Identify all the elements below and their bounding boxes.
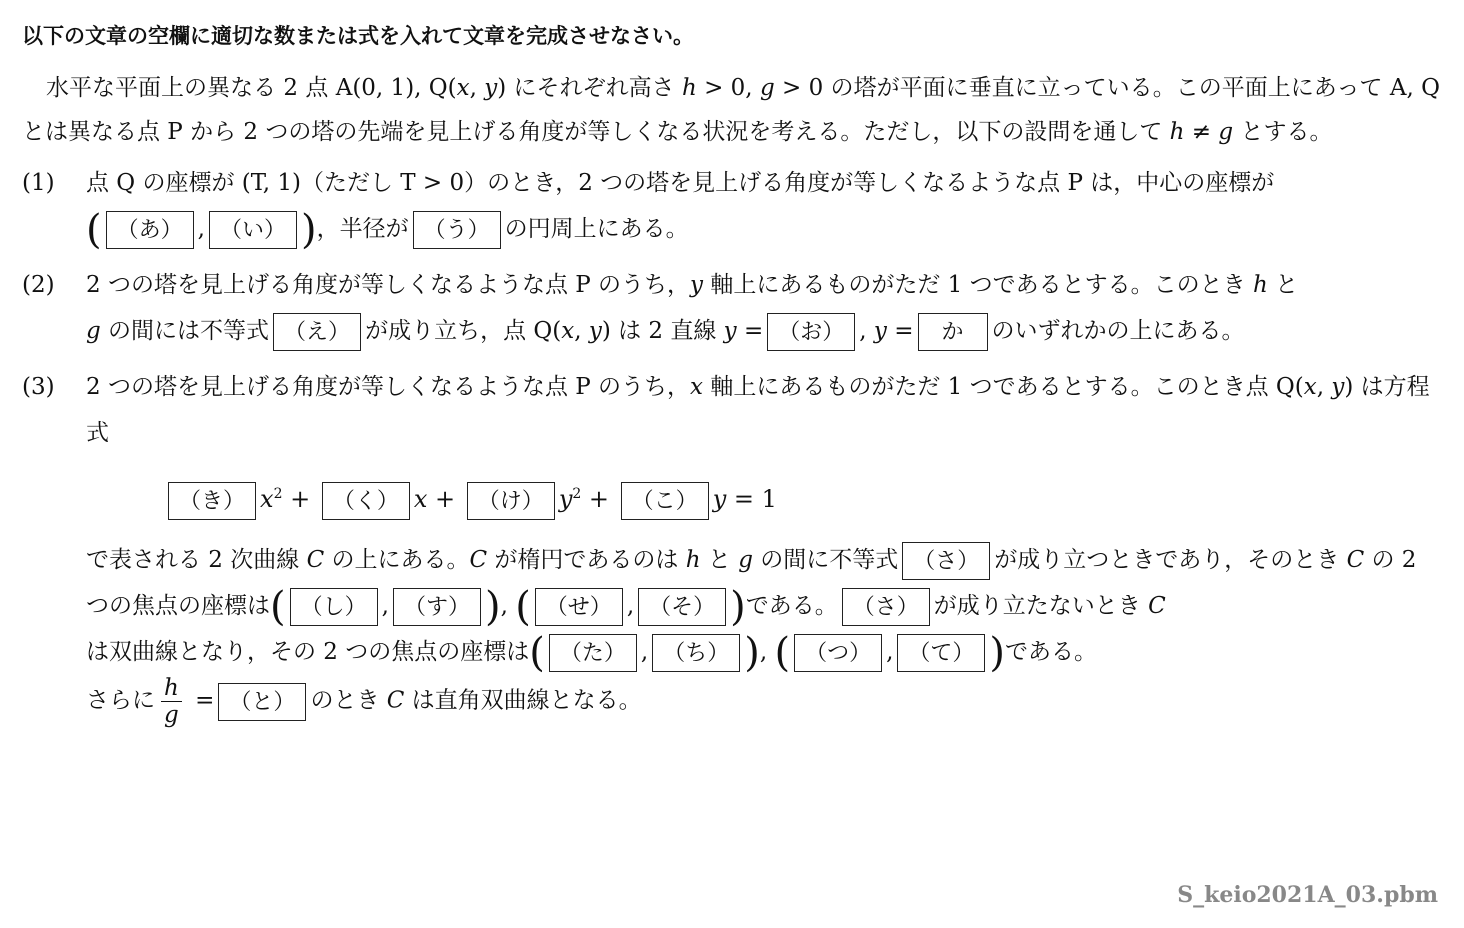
- h-over-g-fraction: $\frac{h}{g}$: [161, 675, 182, 728]
- blank-ki[interactable]: （き）: [168, 482, 256, 520]
- blank-shi[interactable]: （し）: [290, 588, 378, 626]
- blank-e[interactable]: （え）: [273, 313, 361, 351]
- question-1: (1) 点 Q の座標が (T, 1)（ただし T > 0）のとき，2 つの塔を見上げる角度が等しくなるような点 P は，中心の座標が ( （あ） , （い） )，半径が （う） の円周上にある。: [22, 160, 1440, 252]
- blank-ke[interactable]: （け）: [467, 482, 555, 520]
- question-number: (3): [22, 374, 55, 400]
- problem-page: [22, 18, 1440, 738]
- blank-so[interactable]: （そ）: [638, 588, 726, 626]
- blank-ku[interactable]: （く）: [322, 482, 410, 520]
- blank-to[interactable]: （と）: [218, 683, 306, 721]
- blank-i[interactable]: （い）: [209, 211, 297, 249]
- intro-paragraph: 水平な平面上の異なる 2 点 A(0, 1), Q(x, y) にそれぞれ高さ h > 0, g > 0 の塔が平面に垂直に立っている。この平面上にあって A, Q とは異なる点 P から 2 つの塔の先端を見上げる角度が等しくなる状況を考える。ただし，以下の設問を通して h ≠ g とする。: [22, 75, 1440, 145]
- blank-sa-ref[interactable]: （さ）: [842, 588, 930, 626]
- blank-ka[interactable]: か: [918, 313, 988, 351]
- file-label: S_keio2021A_03.pbm: [1177, 882, 1438, 908]
- blank-o[interactable]: （お）: [767, 313, 855, 351]
- question-2: (2) 2 つの塔を見上げる角度が等しくなるような点 P のうち，y 軸上にあるものがただ 1 つであるとする。このとき h と g の間には不等式 （え） が成り立ち，点 Q(x, y) は 2 直線 y = （お） , y = か のいずれかの上にある。: [22, 262, 1440, 354]
- blank-ta[interactable]: （た）: [549, 634, 637, 672]
- blank-su[interactable]: （す）: [393, 588, 481, 626]
- question-3: (3) 2 つの塔を見上げる角度が等しくなるような点 P のうち，x 軸上にあるものがただ 1 つであるとする。このとき点 Q(x, y) は方程式 （き） $x^2$ + （く） x + （け） $y^2$ + （こ） y = 1 で表される 2 次曲線 C の上にある。C が楕円であるのは h と g の間に不等式 （さ） が成り立つときであり，そのとき C の 2 つの焦点の座標は( （し） , （す） ), ( （せ） , （そ） )である。 （さ） が成り立たないとき C は双曲線となり，その 2 つの焦点の座標は( （た） , （ち） ), ( （つ） , （て） )である。 さらに $\frac{h}{g}$ = （と） のとき C は直角双曲線となる。: [22, 364, 1440, 728]
- blank-ko[interactable]: （こ）: [621, 482, 709, 520]
- blank-a[interactable]: （あ）: [106, 211, 194, 249]
- instruction-heading: 以下の文章の空欄に適切な数または式を入れて文章を完成させなさい。: [22, 24, 694, 48]
- blank-chi[interactable]: （ち）: [652, 634, 740, 672]
- blank-te[interactable]: （て）: [897, 634, 985, 672]
- question-number: (1): [22, 170, 55, 196]
- question-number: (2): [22, 272, 55, 298]
- curve-equation: （き） $x^2$ + （く） x + （け） $y^2$ + （こ） y = 1: [86, 470, 1440, 523]
- blank-u[interactable]: （う）: [413, 211, 501, 249]
- blank-tsu[interactable]: （つ）: [794, 634, 882, 672]
- blank-se[interactable]: （せ）: [535, 588, 623, 626]
- blank-sa[interactable]: （さ）: [902, 542, 990, 580]
